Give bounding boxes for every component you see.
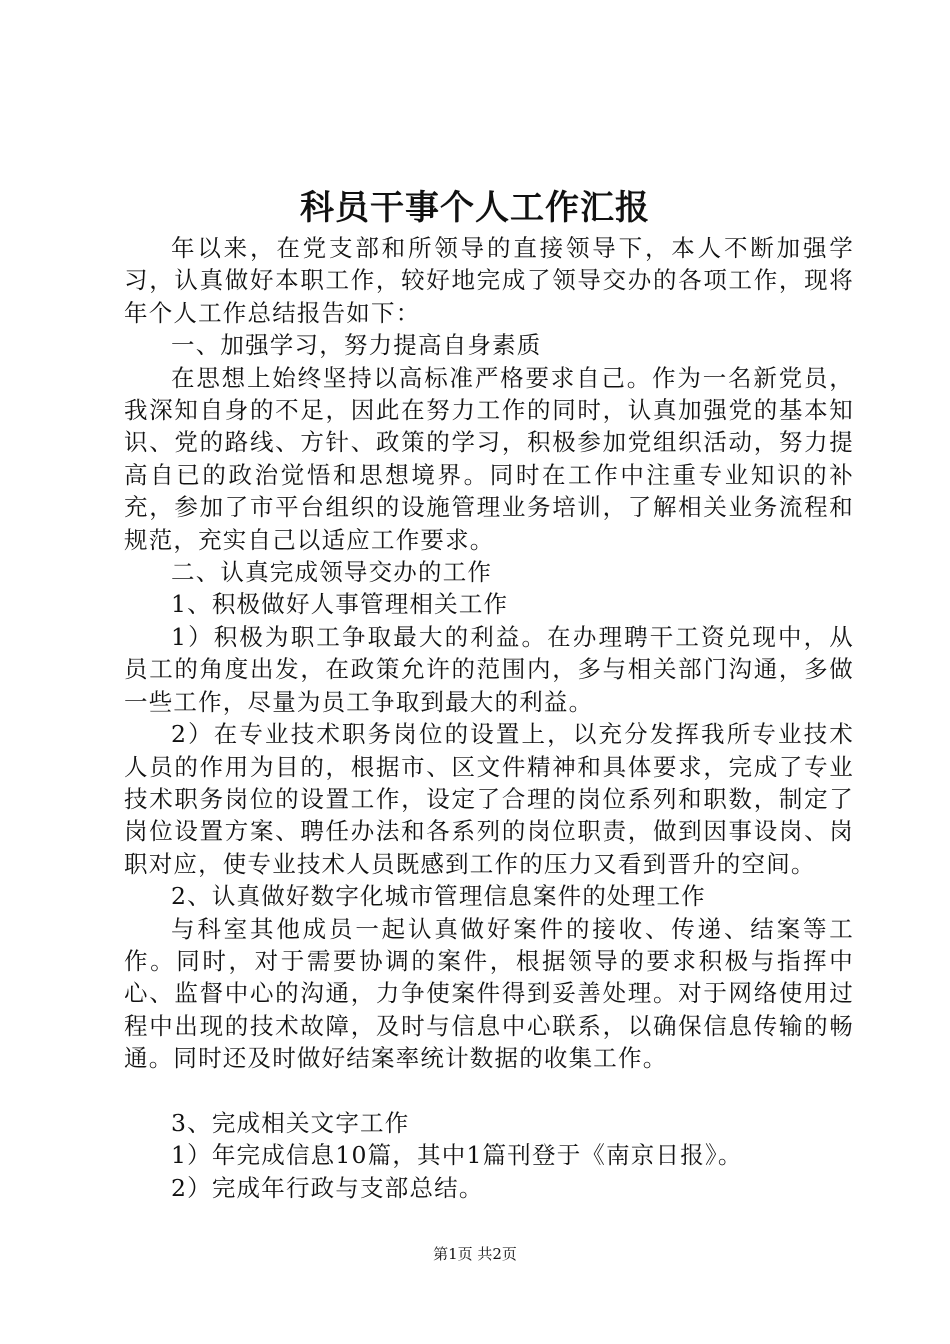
page-footer: 第1页 共2页 xyxy=(433,1245,517,1263)
paragraph-item-1: 1）积极为职工争取最大的利益。在办理聘干工资兑现中，从员工的角度出发，在政策允许的范围内，多与相关部门沟通，多做一些工作，尽量为员工争取到最大的利益。 xyxy=(124,622,854,716)
blank-line xyxy=(124,1075,854,1107)
subsection-heading-1: 1、积极做好人事管理相关工作 xyxy=(171,590,509,619)
paragraph-writing-2: 2）完成年行政与支部总结。 xyxy=(171,1173,484,1202)
paragraph-intro: 年以来，在党支部和所领导的直接领导下，本人不断加强学习，认真做好本职工作，较好地完成了领导交办的各项工作，现将年个人工作总结报告如下： xyxy=(124,234,854,327)
subsection-heading-3: 3、完成相关文字工作 xyxy=(171,1108,410,1137)
paragraph-item-2: 2）在专业技术职务岗位的设置上，以充分发挥我所专业技术人员的作用为目的，根据市、区文件精神和具体要求，完成了专业技术职务岗位的设置工作，设定了合理的岗位系列和职数，制定了岗位设置方案、聘任办法和各系列的岗位职责，做到因事设岗、岗职对应，使专业技术人员既感到工作的压力又看到晋升的空间。 xyxy=(124,720,854,878)
document-body xyxy=(124,232,854,1204)
section-heading-1: 一、加强学习，努力提高自身素质 xyxy=(171,331,542,360)
subsection-heading-2: 2、认真做好数字化城市管理信息案件的处理工作 xyxy=(171,882,706,911)
paragraph-cases: 与科室其他成员一起认真做好案件的接收、传递、结案等工作。同时，对于需要协调的案件，根据领导的要求积极与指挥中心、监督中心的沟通，力争使案件得到妥善处理。对于网络使用过程中出现的技术故障，及时与信息中心联系，以确保信息传输的畅通。同时还及时做好结案率统计数据的收集工作。 xyxy=(124,914,854,1073)
document-title: 科员干事个人工作汇报 xyxy=(300,188,650,228)
paragraph-writing-1: 1）年完成信息10篇，其中1篇刊登于《南京日报》。 xyxy=(171,1141,743,1170)
paragraph-study: 在思想上始终坚持以高标准严格要求自己。作为一名新党员，我深知自身的不足，因此在努力工作的同时，认真加强党的基本知识、党的路线、方针、政策的学习，积极参加党组织活动，努力提高自已的政治觉悟和思想境界。同时在工作中注重专业知识的补充，参加了市平台组织的设施管理业务培训，了解相关业务流程和规范，充实自己以适应工作要求。 xyxy=(124,363,854,554)
section-heading-2: 二、认真完成领导交办的工作 xyxy=(171,558,493,587)
